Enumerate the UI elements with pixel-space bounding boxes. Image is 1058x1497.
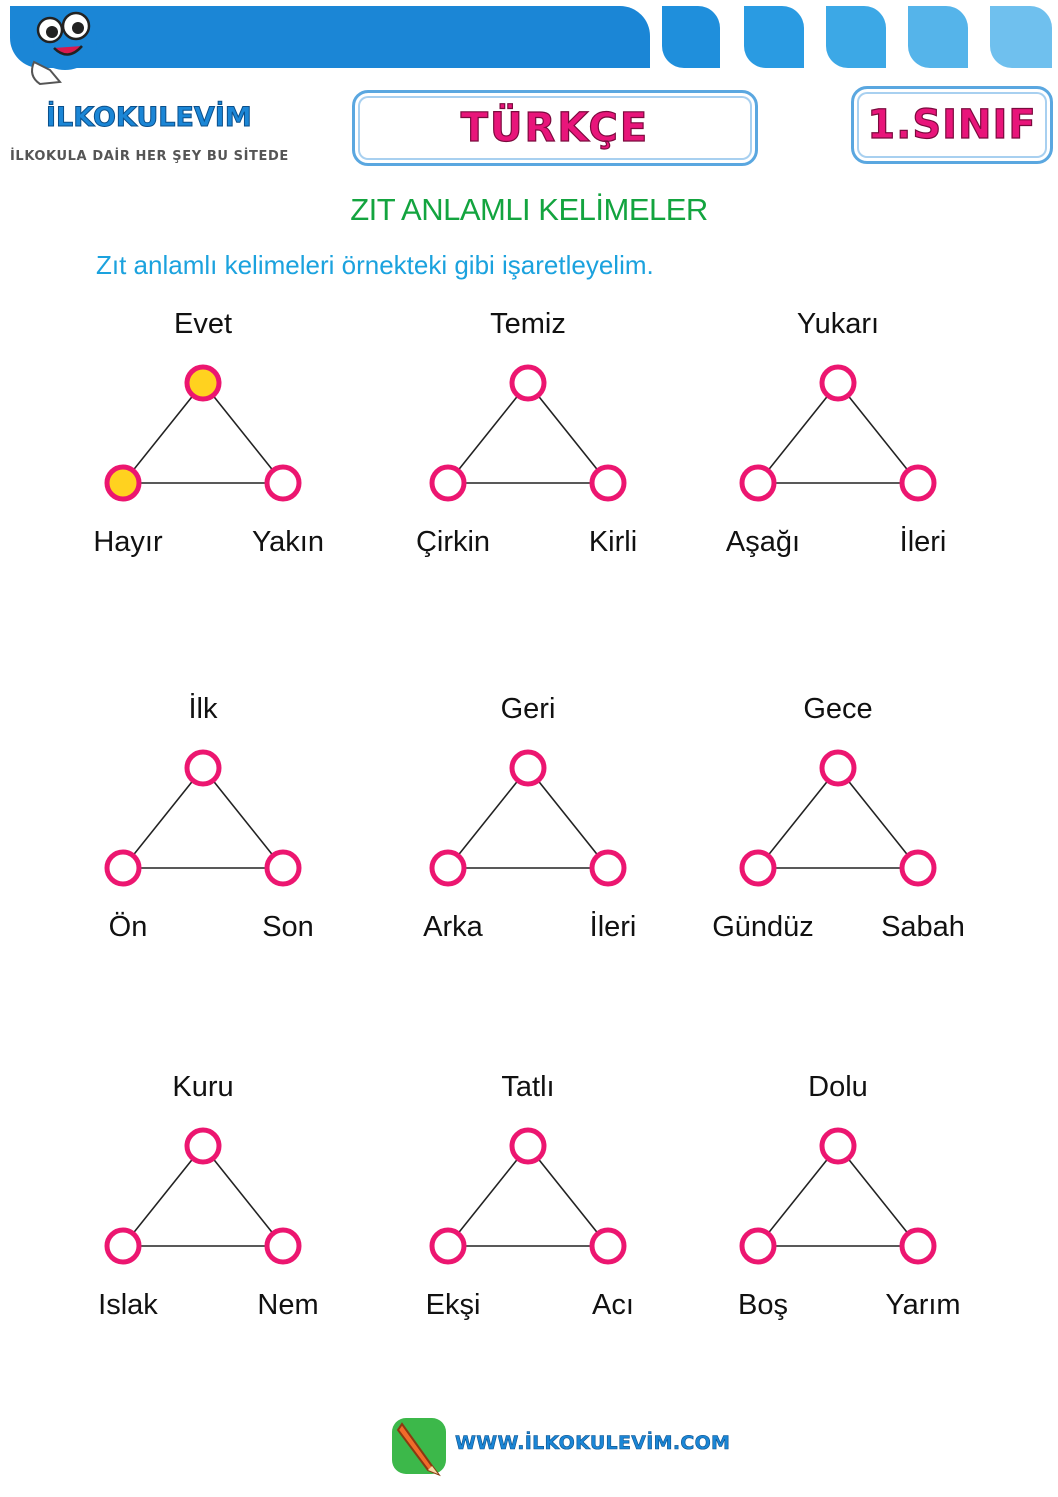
word-left: Hayır [93, 526, 163, 558]
brand-logo-text: İLKOKULEVİM [46, 102, 252, 133]
worksheet-instruction: Zıt anlamlı kelimeleri örnekteki gibi işaretleyelim. [96, 250, 654, 280]
subject-badge: TÜRKÇE [352, 90, 758, 166]
answer-circle-right [592, 1230, 624, 1262]
header-tile [990, 6, 1052, 68]
answer-circle-top [187, 752, 219, 784]
answer-circle-left [107, 1230, 139, 1262]
triangle-edge [758, 1146, 838, 1246]
triangle-edge [838, 383, 918, 483]
triangle-diagram [418, 1116, 638, 1266]
word-left: Islak [98, 1289, 158, 1321]
word-right: İleri [589, 911, 637, 943]
triangle-edge [528, 768, 608, 868]
triangle-diagram [728, 1116, 948, 1266]
word-top: Temiz [490, 308, 566, 340]
word-right: Yarım [885, 1289, 961, 1321]
word-left: Gündüz [712, 911, 814, 943]
answer-circle-top [512, 752, 544, 784]
answer-circle-right [902, 1230, 934, 1262]
triangle-edge [123, 1146, 203, 1246]
word-right: Sabah [881, 911, 965, 943]
pencil-logo-icon [388, 1414, 450, 1480]
word-left: Ekşi [425, 1289, 481, 1321]
answer-circle-left [432, 467, 464, 499]
mascot-logo-icon [20, 6, 110, 96]
answer-circle-left [432, 1230, 464, 1262]
word-right: İleri [899, 526, 947, 558]
answer-circle-right [592, 852, 624, 884]
word-right: Son [262, 911, 314, 943]
answer-circle-right [267, 1230, 299, 1262]
triangle-edge [448, 383, 528, 483]
answer-circle-left [432, 852, 464, 884]
word-left: Boş [738, 1289, 788, 1321]
word-top: İlk [188, 693, 218, 725]
triangle-edge [758, 383, 838, 483]
word-right: Kirli [588, 526, 638, 558]
footer-url: WWW.İLKOKULEVİM.COM [455, 1432, 731, 1454]
word-right: Yakın [251, 526, 325, 558]
answer-circle-top [822, 367, 854, 399]
triangle-edge [203, 1146, 283, 1246]
triangle-edge [123, 768, 203, 868]
word-top: Yukarı [796, 308, 880, 340]
triangle-edge [528, 1146, 608, 1246]
brand-tagline: İLKOKULA DAİR HER ŞEY BU SİTEDE [10, 149, 289, 164]
header-tile [826, 6, 886, 68]
word-top: Kuru [172, 1071, 234, 1103]
header-tile [908, 6, 968, 68]
answer-circle-right [267, 852, 299, 884]
answer-circle-top [187, 1130, 219, 1162]
answer-circle-right [592, 467, 624, 499]
triangle-edge [448, 1146, 528, 1246]
answer-circle-right [267, 467, 299, 499]
word-top: Gece [803, 693, 873, 725]
triangle-edge [123, 383, 203, 483]
word-left: Ön [108, 911, 148, 943]
answer-circle-top [187, 367, 219, 399]
answer-circle-top [822, 1130, 854, 1162]
triangle-diagram [418, 738, 638, 888]
answer-circle-left [742, 852, 774, 884]
triangle-edge [838, 768, 918, 868]
word-left: Çirkin [415, 526, 491, 558]
word-left: Aşağı [725, 526, 801, 558]
triangle-diagram [728, 353, 948, 503]
word-top: Geri [500, 693, 556, 725]
triangle-diagram [418, 353, 638, 503]
answer-circle-right [902, 467, 934, 499]
triangle-diagram [93, 353, 313, 503]
triangle-diagram [93, 738, 313, 888]
triangle-edge [203, 768, 283, 868]
answer-circle-left [742, 467, 774, 499]
triangle-diagram [728, 738, 948, 888]
word-right: Acı [592, 1289, 634, 1321]
triangle-edge [528, 383, 608, 483]
word-top: Tatlı [501, 1071, 555, 1103]
word-right: Nem [257, 1289, 319, 1321]
worksheet-title: ZIT ANLAMLI KELİMELER [350, 192, 708, 227]
triangle-diagram [93, 1116, 313, 1266]
word-top: Evet [173, 308, 233, 340]
answer-circle-top [822, 752, 854, 784]
triangle-edge [758, 768, 838, 868]
word-left: Arka [423, 911, 483, 943]
header-tile [662, 6, 720, 68]
triangle-edge [448, 768, 528, 868]
header-tile [744, 6, 804, 68]
answer-circle-right [902, 852, 934, 884]
grade-badge: 1.SINIF [851, 86, 1053, 164]
answer-circle-left [742, 1230, 774, 1262]
word-top: Dolu [808, 1071, 868, 1103]
answer-circle-top [512, 367, 544, 399]
triangle-edge [838, 1146, 918, 1246]
answer-circle-left [107, 467, 139, 499]
answer-circle-top [512, 1130, 544, 1162]
answer-circle-left [107, 852, 139, 884]
triangle-edge [203, 383, 283, 483]
